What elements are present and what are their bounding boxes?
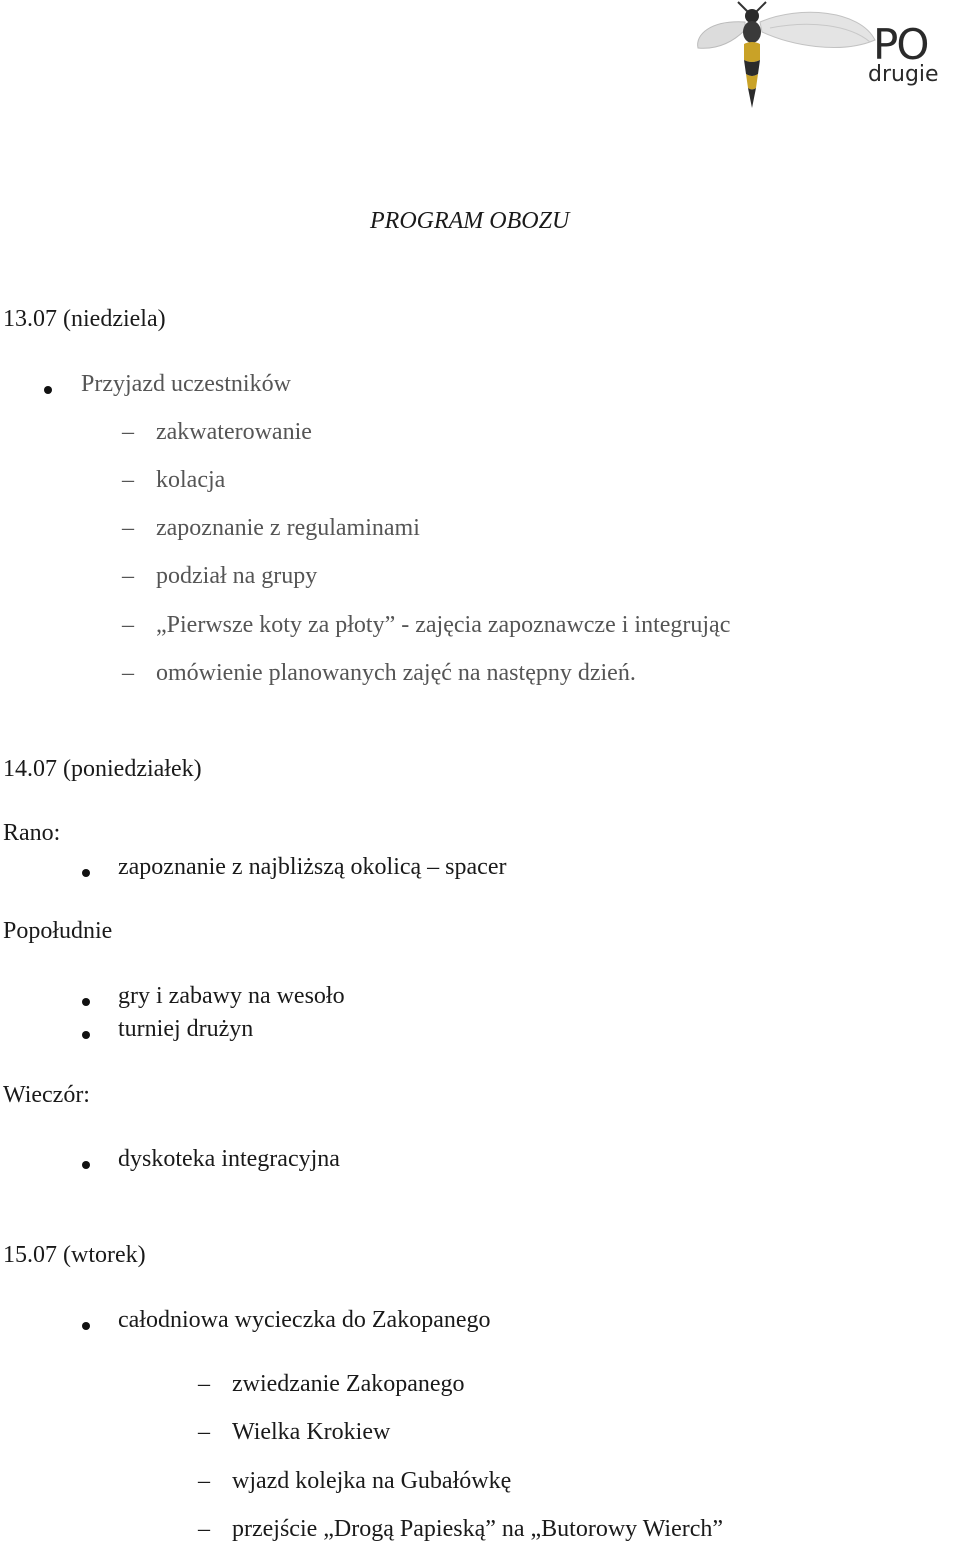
list-item: – kolacja: [122, 467, 226, 493]
list-item: – podział na grupy: [122, 563, 318, 589]
page-title: PROGRAM OBOZU: [370, 208, 570, 234]
bullet-icon: [82, 1031, 90, 1039]
bullet-icon: [82, 1322, 90, 1330]
list-item: – zakwaterowanie: [122, 419, 312, 445]
evening-item: dyskoteka integracyjna: [118, 1146, 340, 1172]
list-item: – zwiedzanie Zakopanego: [198, 1371, 465, 1397]
afternoon-item: gry i zabawy na wesoło: [118, 983, 345, 1009]
list-item: – zapoznanie z regulaminami: [122, 515, 420, 541]
bullet-icon: [82, 869, 90, 877]
afternoon-label: Popołudnie: [3, 918, 113, 944]
morning-item: zapoznanie z najbliższą okolicą – spacer: [118, 854, 507, 880]
bullet-icon: [82, 998, 90, 1006]
list-item: – przejście „Drogą Papieską” na „Butorowy Wierch”: [198, 1516, 724, 1542]
afternoon-item: turniej drużyn: [118, 1016, 254, 1042]
morning-label: Rano:: [3, 820, 61, 846]
day1-bullet: Przyjazd uczestników: [81, 371, 291, 397]
list-item: – omówienie planowanych zajęć na następny dzień.: [122, 660, 636, 686]
logo-text-drugie: drugie: [868, 62, 939, 87]
bullet-icon: [82, 1161, 90, 1169]
day1-heading: 13.07 (niedziela): [3, 306, 166, 332]
day3-bullet: całodniowa wycieczka do Zakopanego: [118, 1307, 491, 1333]
list-item: – Wielka Krokiew: [198, 1419, 391, 1445]
list-item: – wjazd kolejka na Gubałówkę: [198, 1468, 512, 1494]
logo-text-po: PO: [873, 20, 928, 69]
evening-label: Wieczór:: [3, 1082, 90, 1108]
day2-heading: 14.07 (poniedziałek): [3, 756, 202, 782]
list-item: – „Pierwsze koty za płoty” - zajęcia zapoznawcze i integrując: [122, 612, 731, 638]
day3-heading: 15.07 (wtorek): [3, 1242, 146, 1268]
bullet-icon: [44, 386, 52, 394]
